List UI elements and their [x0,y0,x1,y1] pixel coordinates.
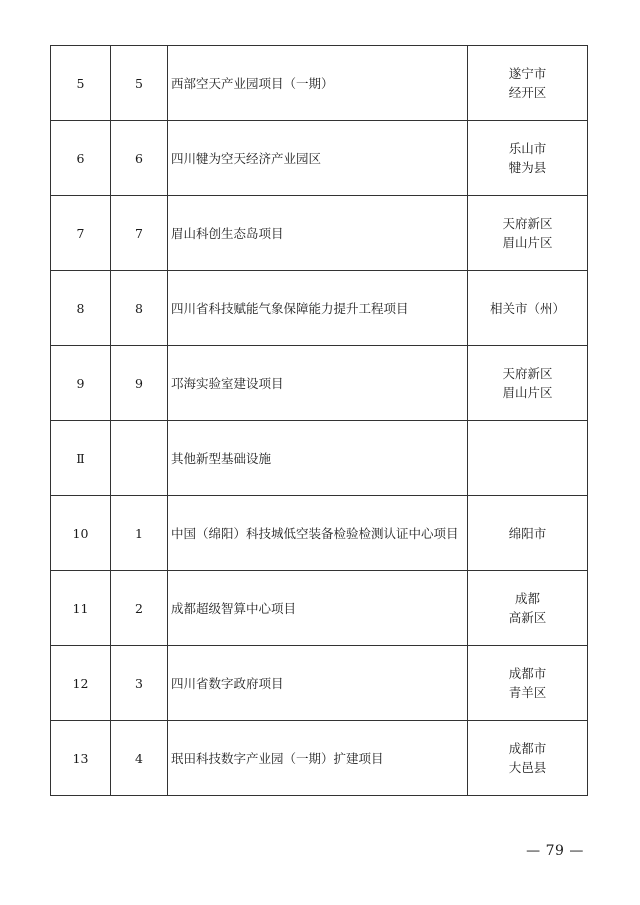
project-location: 天府新区 眉山片区 [468,196,588,271]
project-name: 邛海实验室建设项目 [168,346,468,421]
table-row [51,46,588,121]
row-number: 6 [51,121,111,196]
page-number: — 79 — [526,843,584,859]
sub-number: 2 [111,571,168,646]
project-location: 成都 高新区 [468,571,588,646]
row-number: 8 [51,271,111,346]
project-location: 乐山市 犍为县 [468,121,588,196]
table-row [51,571,588,646]
project-name: 珉田科技数字产业园（一期）扩建项目 [168,721,468,796]
project-name: 中国（绵阳）科技城低空装备检验检测认证中心项目 [168,496,468,571]
project-location: 相关市（州） [468,271,588,346]
section-row [51,421,588,496]
row-number: 13 [51,721,111,796]
project-name: 四川省科技赋能气象保障能力提升工程项目 [168,271,468,346]
table-row [51,346,588,421]
row-number: 12 [51,646,111,721]
row-number: 10 [51,496,111,571]
project-name: 成都超级智算中心项目 [168,571,468,646]
table-row [51,271,588,346]
project-name: 四川犍为空天经济产业园区 [168,121,468,196]
project-location: 遂宁市 经开区 [468,46,588,121]
project-location: 成都市 大邑县 [468,721,588,796]
project-name: 眉山科创生态岛项目 [168,196,468,271]
sub-number: 1 [111,496,168,571]
sub-number: 3 [111,646,168,721]
row-number: 7 [51,196,111,271]
section-title: 其他新型基础设施 [168,421,468,496]
table-row [51,496,588,571]
table-row [51,646,588,721]
project-location: 天府新区 眉山片区 [468,346,588,421]
sub-number: 9 [111,346,168,421]
sub-number: 7 [111,196,168,271]
project-name: 四川省数字政府项目 [168,646,468,721]
project-table [50,45,588,796]
project-location: 成都市 青羊区 [468,646,588,721]
project-location: 绵阳市 [468,496,588,571]
row-number: 5 [51,46,111,121]
table-row [51,121,588,196]
row-number: 9 [51,346,111,421]
project-name: 西部空天产业园项目（一期） [168,46,468,121]
row-number: 11 [51,571,111,646]
sub-number: 6 [111,121,168,196]
project-location [468,421,588,496]
sub-number: 5 [111,46,168,121]
sub-number: 8 [111,271,168,346]
sub-number: 4 [111,721,168,796]
table-row [51,196,588,271]
sub-number [111,421,168,496]
table-row [51,721,588,796]
section-number: Ⅱ [51,421,111,496]
